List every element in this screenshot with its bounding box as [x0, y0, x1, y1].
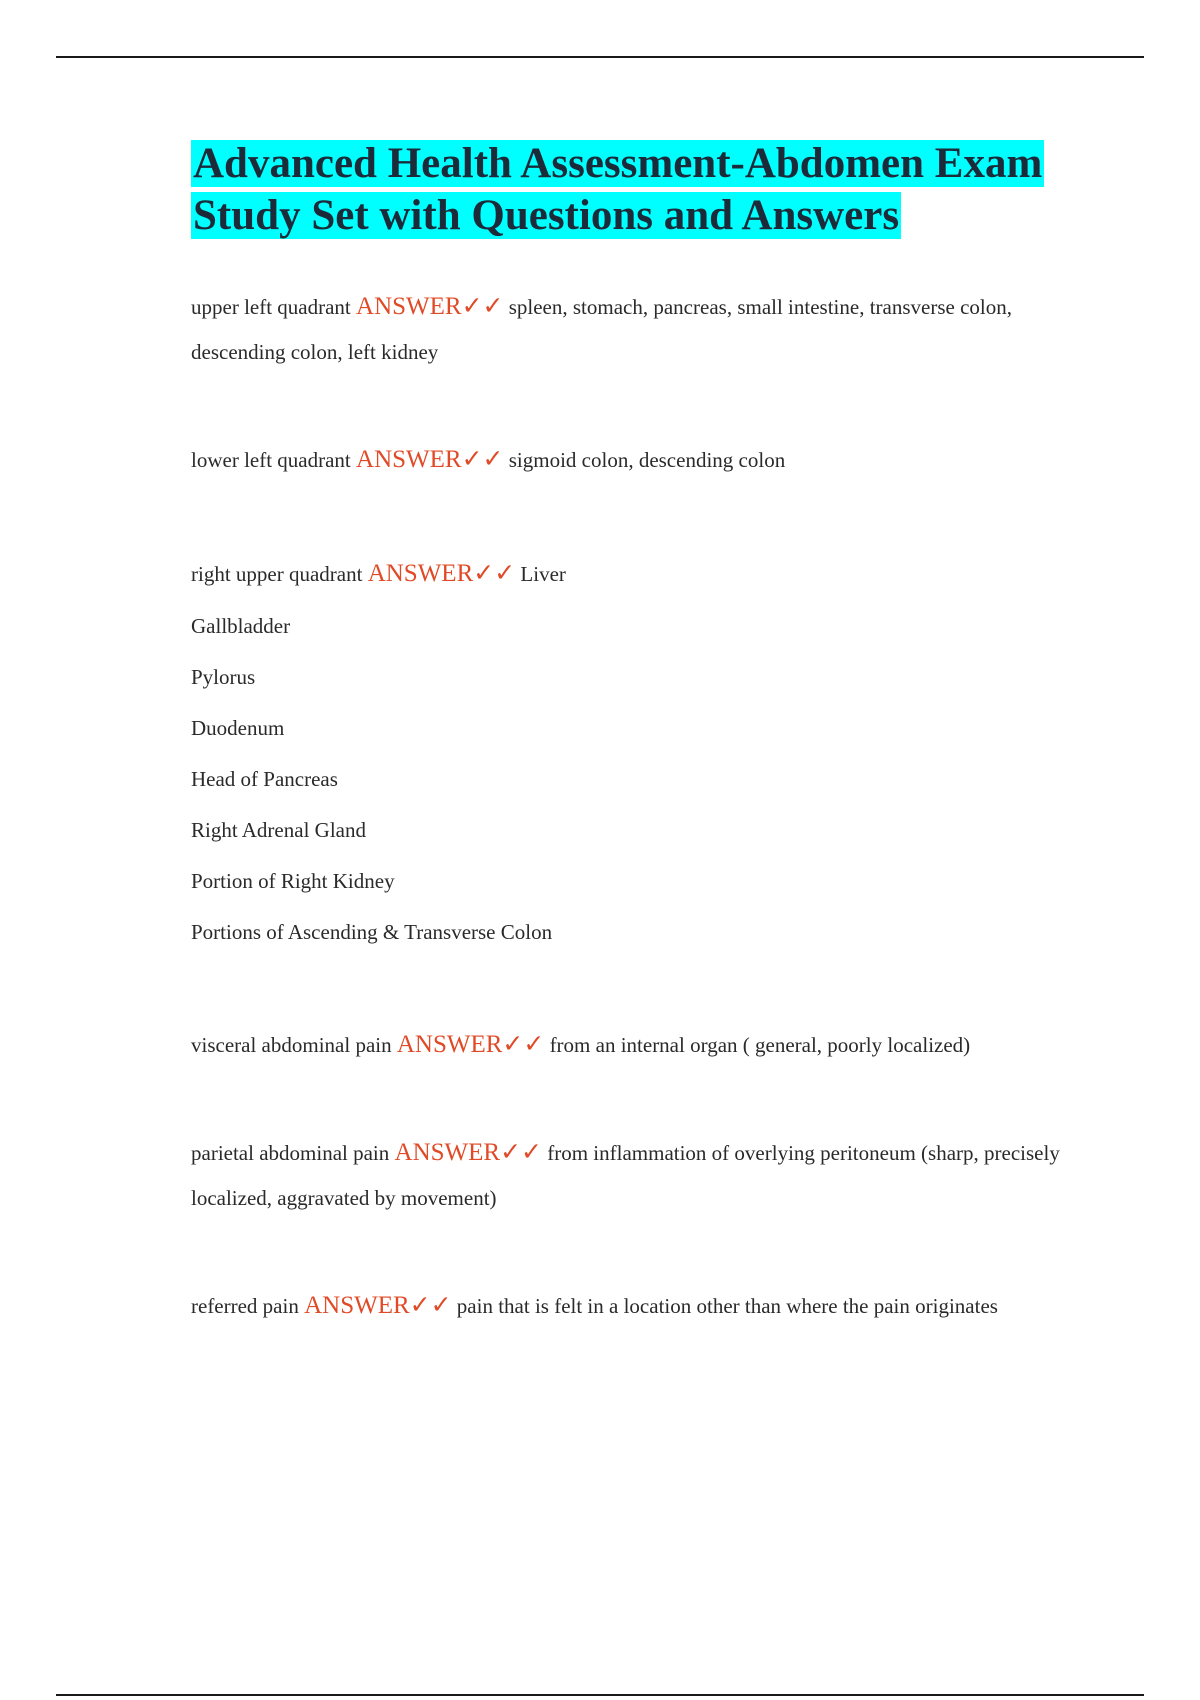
list-item: Head of Pancreas: [191, 767, 338, 791]
term: visceral abdominal pain: [191, 1033, 392, 1057]
right-upper-quadrant-list: [191, 601, 1061, 958]
answer-marker: ANSWER✓✓: [304, 1292, 452, 1319]
answer-marker: ANSWER✓✓: [367, 560, 516, 587]
answer-text: pain that is felt in a location other than where the pain originates: [456, 1294, 998, 1318]
qa-item-referred-pain: [191, 1283, 1061, 1329]
answer-marker: ANSWER✓✓: [356, 293, 504, 320]
term: right upper quadrant: [191, 562, 363, 586]
list-item: Portion of Right Kidney: [191, 869, 395, 893]
qa-item-parietal-abdominal-pain: [191, 1130, 1061, 1221]
answer-marker: ANSWER✓✓: [394, 1139, 542, 1166]
term: referred pain: [191, 1294, 299, 1318]
bottom-rule: [56, 1694, 1144, 1696]
term: upper left quadrant: [191, 295, 351, 319]
qa-item-visceral-abdominal-pain: [191, 1022, 1061, 1068]
answer-marker: ANSWER✓✓: [356, 446, 504, 473]
answer-text: Liver: [520, 562, 566, 586]
answer-text: from inflammation of overlying peritoneum (sharp, precisely localized, aggravated by movement): [191, 1141, 1060, 1210]
answer-text: sigmoid colon, descending colon: [508, 448, 786, 472]
title-highlight: Advanced Health Assessment-Abdomen Exam Study Set with Questions and Answers: [193, 140, 1043, 239]
list-item: Right Adrenal Gland: [191, 818, 366, 842]
qa-item-right-upper-quadrant: [191, 551, 1061, 597]
qa-item-lower-left-quadrant: [191, 437, 1061, 483]
answer-text: from an internal organ ( general, poorly localized): [549, 1033, 971, 1057]
list-item: Gallbladder: [191, 614, 291, 638]
document-title: [191, 138, 1061, 242]
qa-item-upper-left-quadrant: [191, 284, 1061, 375]
term: lower left quadrant: [191, 448, 351, 472]
list-item: Portions of Ascending & Transverse Colon: [191, 920, 553, 944]
list-item: Pylorus: [191, 665, 256, 689]
list-item: Duodenum: [191, 716, 285, 740]
term: parietal abdominal pain: [191, 1141, 390, 1165]
answer-marker: ANSWER✓✓: [396, 1031, 545, 1058]
answer-text: spleen, stomach, pancreas, small intestine, transverse colon, descending colon, left kidney: [191, 295, 1012, 364]
document-body: [191, 138, 1061, 1329]
top-rule: [56, 56, 1144, 58]
